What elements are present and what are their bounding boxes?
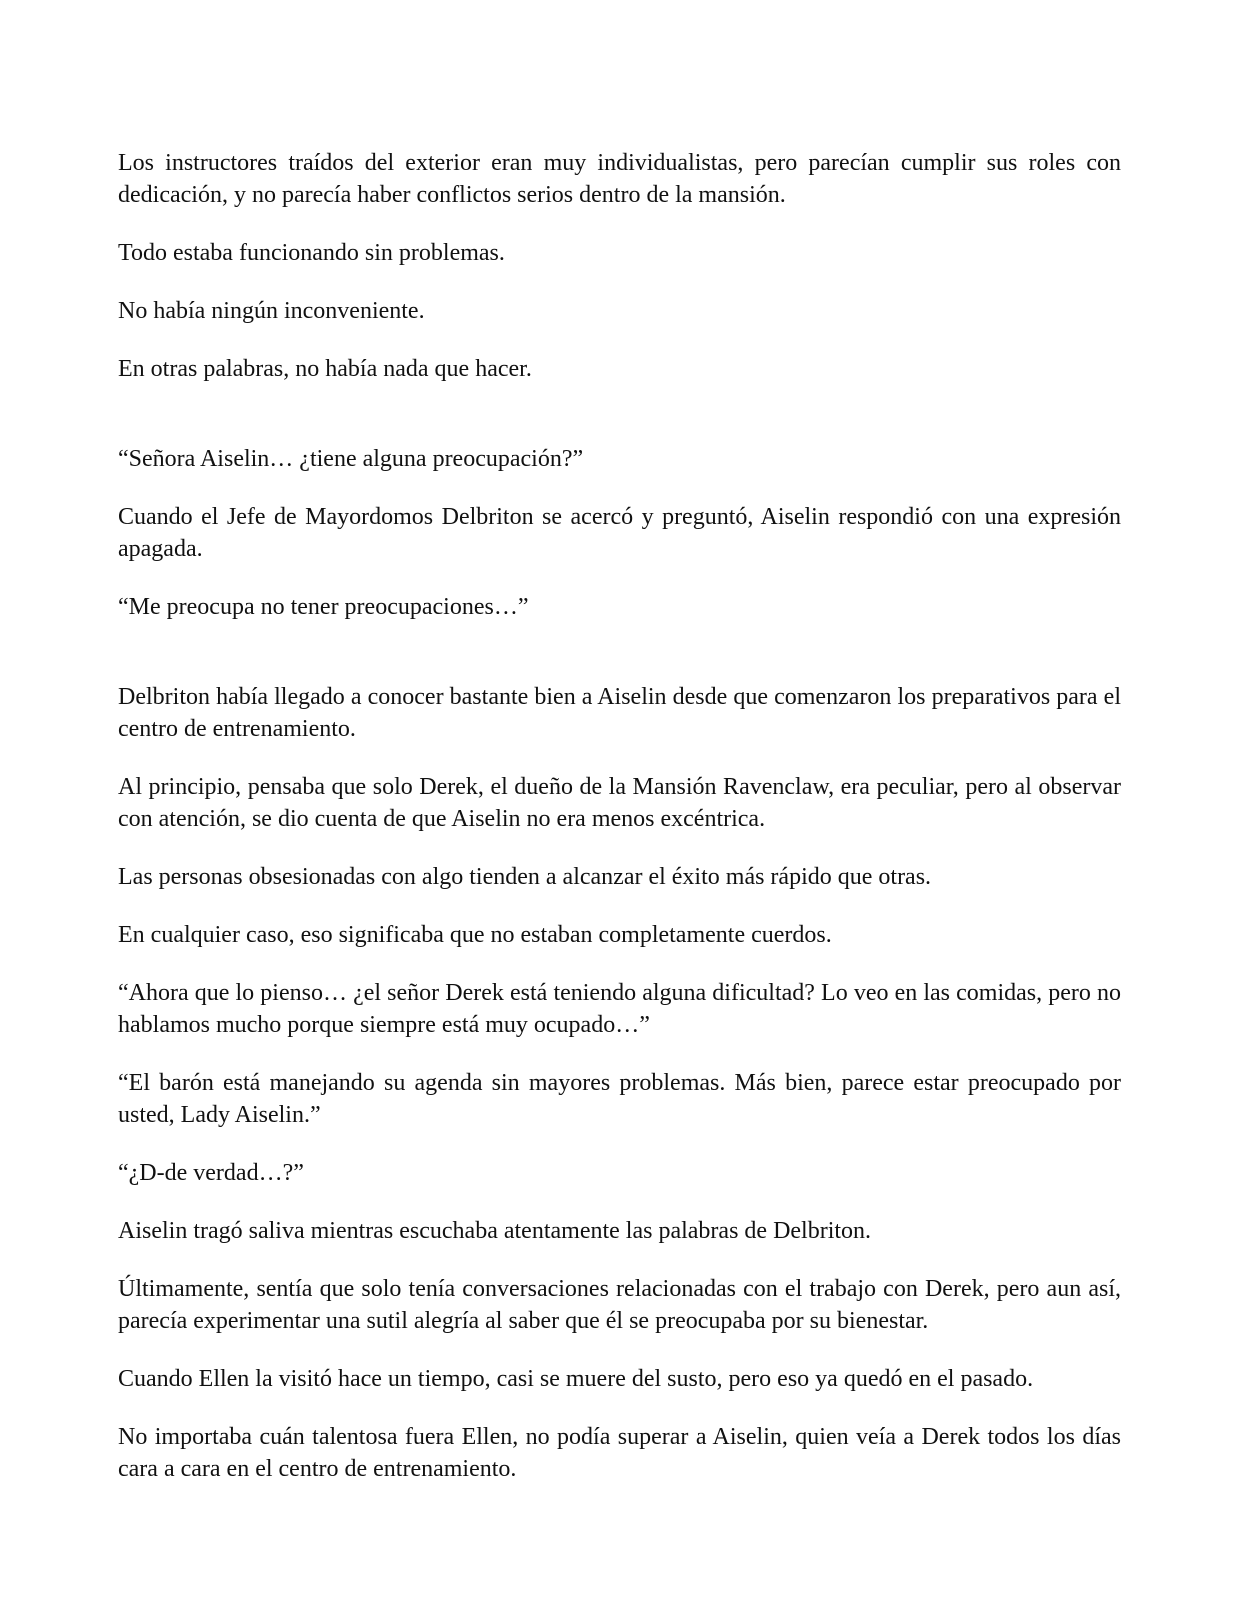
paragraph: En otras palabras, no había nada que hacer. — [118, 356, 532, 382]
paragraph: Cuando Ellen la visitó hace un tiempo, casi se muere del susto, pero eso ya quedó en el pasado. — [118, 1366, 1034, 1392]
paragraph: No había ningún inconveniente. — [118, 298, 425, 324]
paragraph: Últimamente, sentía que solo tenía conversaciones relacionadas con el trabajo con Derek, pero aun así, parecía experimentar una sutil alegría al saber que él se preocupaba por su bienestar. — [118, 1276, 1121, 1334]
paragraph: Aiselin tragó saliva mientras escuchaba atentamente las palabras de Delbriton. — [118, 1218, 872, 1244]
paragraph: Al principio, pensaba que solo Derek, el dueño de la Mansión Ravenclaw, era peculiar, pero al observar con atención, se dio cuenta de que Aiselin no era menos excéntrica. — [118, 774, 1121, 832]
paragraph: Cuando el Jefe de Mayordomos Delbriton se acercó y preguntó, Aiselin respondió con una expresión apagada. — [118, 504, 1121, 562]
paragraph: En cualquier caso, eso significaba que no estaban completamente cuerdos. — [118, 922, 832, 948]
body-text — [118, 147, 1121, 1485]
dialogue-line: “El barón está manejando su agenda sin mayores problemas. Más bien, parece estar preocupado por usted, Lady Aiselin.” — [118, 1070, 1121, 1128]
paragraph: Todo estaba funcionando sin problemas. — [118, 240, 505, 266]
dialogue-line: “Señora Aiselin… ¿tiene alguna preocupación?” — [118, 446, 584, 472]
paragraph: Delbriton había llegado a conocer bastante bien a Aiselin desde que comenzaron los preparativos para el centro de entrenamiento. — [118, 684, 1121, 742]
dialogue-line: “Ahora que lo pienso… ¿el señor Derek está teniendo alguna dificultad? Lo veo en las comidas, pero no hablamos mucho porque siempre está muy ocupado…” — [118, 980, 1121, 1038]
paragraph: Las personas obsesionadas con algo tienden a alcanzar el éxito más rápido que otras. — [118, 864, 932, 890]
paragraph: Los instructores traídos del exterior eran muy individualistas, pero parecían cumplir sus roles con dedicación, y no parecía haber conflictos serios dentro de la mansión. — [118, 150, 1121, 208]
dialogue-line: “Me preocupa no tener preocupaciones…” — [118, 594, 529, 620]
paragraph: No importaba cuán talentosa fuera Ellen, no podía superar a Aiselin, quien veía a Derek todos los días cara a cara en el centro de entrenamiento. — [118, 1424, 1121, 1482]
dialogue-line: “¿D-de verdad…?” — [118, 1160, 304, 1186]
